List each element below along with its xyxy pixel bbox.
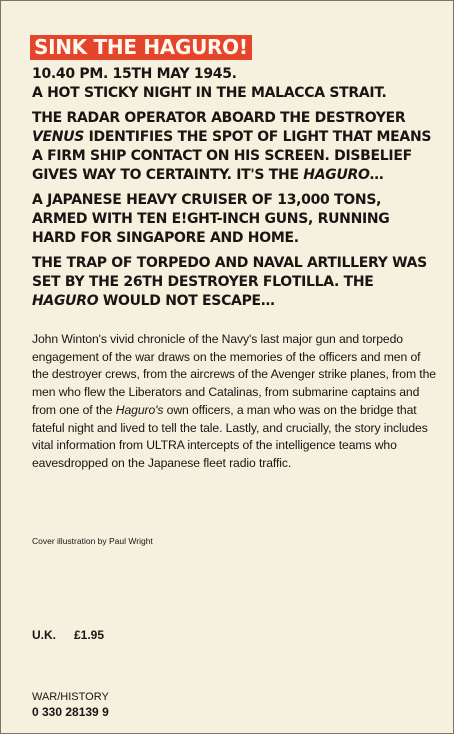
ship-name-haguro: HAGURO — [32, 293, 99, 309]
isbn: 0 330 28139 9 — [32, 705, 109, 719]
blurb-paragraph-4 — [32, 254, 437, 311]
price — [32, 628, 104, 642]
blurb-text: THE RADAR OPERATOR ABOARD THE DESTROYER — [32, 110, 406, 126]
ship-name-venus: VENUS — [32, 129, 85, 145]
price-amount: £1.95 — [74, 628, 105, 642]
ship-name-haguro: HAGURO — [303, 167, 370, 183]
blurb-text: THE TRAP OF TORPEDO AND NAVAL ARTILLERY WAS SET BY THE 26TH DESTROYER FLOTILLA. THE — [32, 255, 427, 290]
price-region: U.K. — [32, 628, 56, 642]
book-title: SINK THE HAGURO! — [30, 35, 252, 60]
blurb-ellipsis: … — [369, 167, 384, 183]
ship-name-haguro: Haguro's — [115, 402, 164, 417]
description-text: John Winton's vivid chronicle of the Navy's last major gun and torpedo engagement of the war draws on the memories of the officers and men of the destroyer crews, from the aircrews of the Avenger strike planes, from the men who flew the Liberators and Catalinas, from submarine captains and from one of the — [32, 332, 436, 417]
blurb — [32, 65, 437, 317]
blurb-paragraph-1 — [32, 65, 437, 103]
description-text: own officers, a man who was on the bridge that fateful night and lived to tell the tale. Lastly, and crucially, the story includes vital information from ULTRA intercepts of the intelligence teams who eavesdropped on the Japanese fleet radio traffic. — [32, 402, 428, 470]
blurb-setting-line: A HOT STICKY NIGHT IN THE MALACCA STRAIT. — [32, 85, 387, 101]
blurb-paragraph-2 — [32, 109, 437, 185]
blurb-paragraph-3: A JAPANESE HEAVY CRUISER OF 13,000 TONS, ARMED WITH TEN E!GHT-INCH GUNS, RUNNING HARD FOR SINGAPORE AND HOME. — [32, 192, 390, 246]
blurb-text: IDENTIFIES THE SPOT OF LIGHT THAT MEANS A FIRM SHIP CONTACT ON HIS SCREEN. DISBELIEF GIVES WAY TO CERTAINTY. IT'S THE — [32, 129, 432, 183]
description — [32, 331, 437, 473]
category-label: WAR/HISTORY — [32, 691, 109, 703]
illustration-credit: Cover illustration by Paul Wright — [32, 536, 153, 546]
blurb-text: WOULD NOT ESCAPE… — [98, 293, 275, 309]
blurb-time-line: 10.40 PM. 15TH MAY 1945. — [32, 66, 237, 82]
